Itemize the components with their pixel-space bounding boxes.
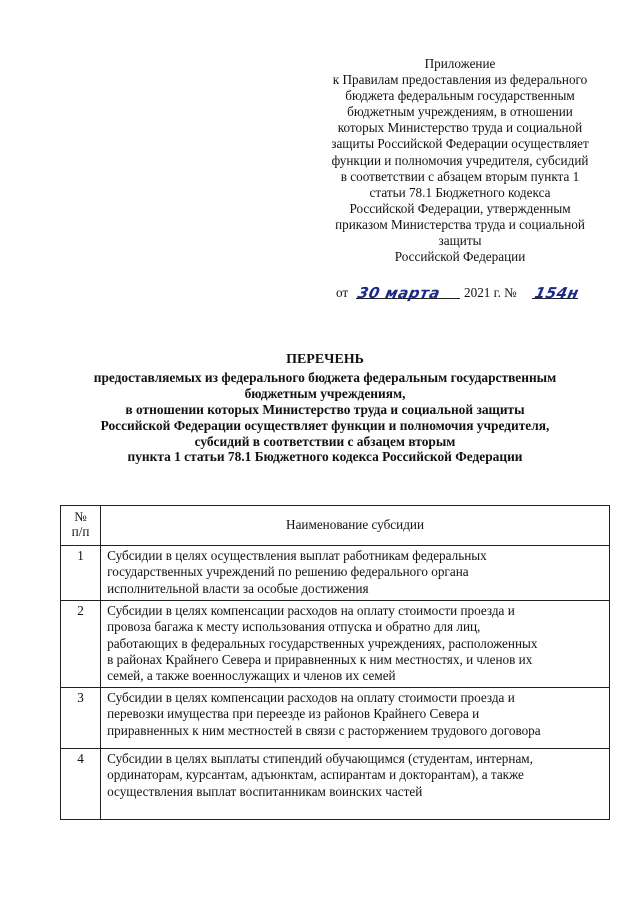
row-text-line: приравненных к ним местностей в связи с расторжением трудового договора [107,722,541,738]
row-text-line: провоза багажа к месту использования отпуска и обратно для лиц, [107,619,481,635]
row-number: 4 [61,749,101,820]
row-text-line: осуществления выплат воспитанникам воинских частей [107,783,423,799]
row-text-line: Субсидии в целях компенсации расходов на оплату стоимости проезда и [107,603,515,618]
appendix-line: Российской Федерации, утвержденным [349,200,571,216]
appendix-line: функции и полномочия учредителя, субсидий [331,152,589,168]
order-year-label: 2021 г. № [464,285,517,300]
order-reference [336,280,626,302]
title-line: Российской Федерации осуществляет функции и полномочия учредителя, [100,417,550,433]
row-name-cell [101,688,610,749]
row-number: 2 [61,601,101,688]
table-row [61,688,610,749]
order-from-label: от [336,285,349,300]
table-row [61,546,610,601]
handwritten-date: 30 марта [356,284,442,302]
header-number-sign: № [74,509,87,524]
appendix-line: статьи 78.1 Бюджетного кодекса [369,184,551,200]
row-name-cell [101,749,610,820]
title-line: бюджетным учреждениям, [244,385,406,401]
table-header-row [61,506,610,546]
appendix-line: Российской Федерации [394,249,526,265]
appendix-line: Приложение [424,56,496,71]
title-line: субсидий в соответствии с абзацем вторым [194,433,456,449]
appendix-line: приказом Министерства труда и социальной [335,216,585,232]
row-text-line: ординаторам, курсантам, адъюнктам, аспирантам и докторантам), а также [107,767,524,783]
row-number: 3 [61,688,101,749]
title-line: в отношении которых Министерство труда и социальной защиты [125,401,525,417]
row-text-line: Субсидии в целях осуществления выплат работникам федеральных [107,548,487,563]
row-text-line: государственных учреждений по решению федерального органа [107,564,469,580]
title-line: пункта 1 статьи 78.1 Бюджетного кодекса Российской Федерации [127,449,523,465]
row-name-cell [101,601,610,688]
appendix-line: которых Министерство труда и социальной [337,120,583,136]
header-name-cell: Наименование субсидии [101,506,610,546]
row-text-line: исполнительной власти за особые достижения [107,580,369,596]
row-text-line: Субсидии в целях выплаты стипендий обучающимся (студентам, интернам, [107,751,533,766]
appendix-header [300,56,620,265]
table-row [61,749,610,820]
subsidy-table [60,505,610,820]
header-number-cell [61,506,101,546]
appendix-line: в соответствии с абзацем вторым пункта 1 [340,168,580,184]
header-number-abbr: п/п [71,524,90,539]
handwritten-order-number: 154н [533,284,581,302]
row-text-line: перевозки имущества при переезде из районов Крайнего Севера и [107,706,480,722]
row-text-line: семей, а также военнослужащих и членов их семей [107,668,396,684]
table-row [61,601,610,688]
title-line: предоставляемых из федерального бюджета федеральным государственным [93,369,557,385]
appendix-line: к Правилам предоставления из федерального [332,72,588,88]
title-heading: ПЕРЕЧЕНЬ [286,352,364,367]
row-text-line: Субсидии в целях компенсации расходов на оплату стоимости проезда и [107,690,515,705]
document-title [60,352,590,465]
row-name-cell [101,546,610,601]
row-text-line: в районах Крайнего Севера и приравненных к ним местностях, и членов их [107,651,533,667]
appendix-line: защиты [438,233,482,249]
appendix-line: защиты Российской Федерации осуществляет [331,136,589,152]
row-number: 1 [61,546,101,601]
row-text-line: работающих в федеральных государственных учреждениях, расположенных [107,635,538,651]
appendix-line: бюджетным учреждениям, в отношении [347,104,573,120]
appendix-line: бюджета федеральным государственным [345,88,575,104]
